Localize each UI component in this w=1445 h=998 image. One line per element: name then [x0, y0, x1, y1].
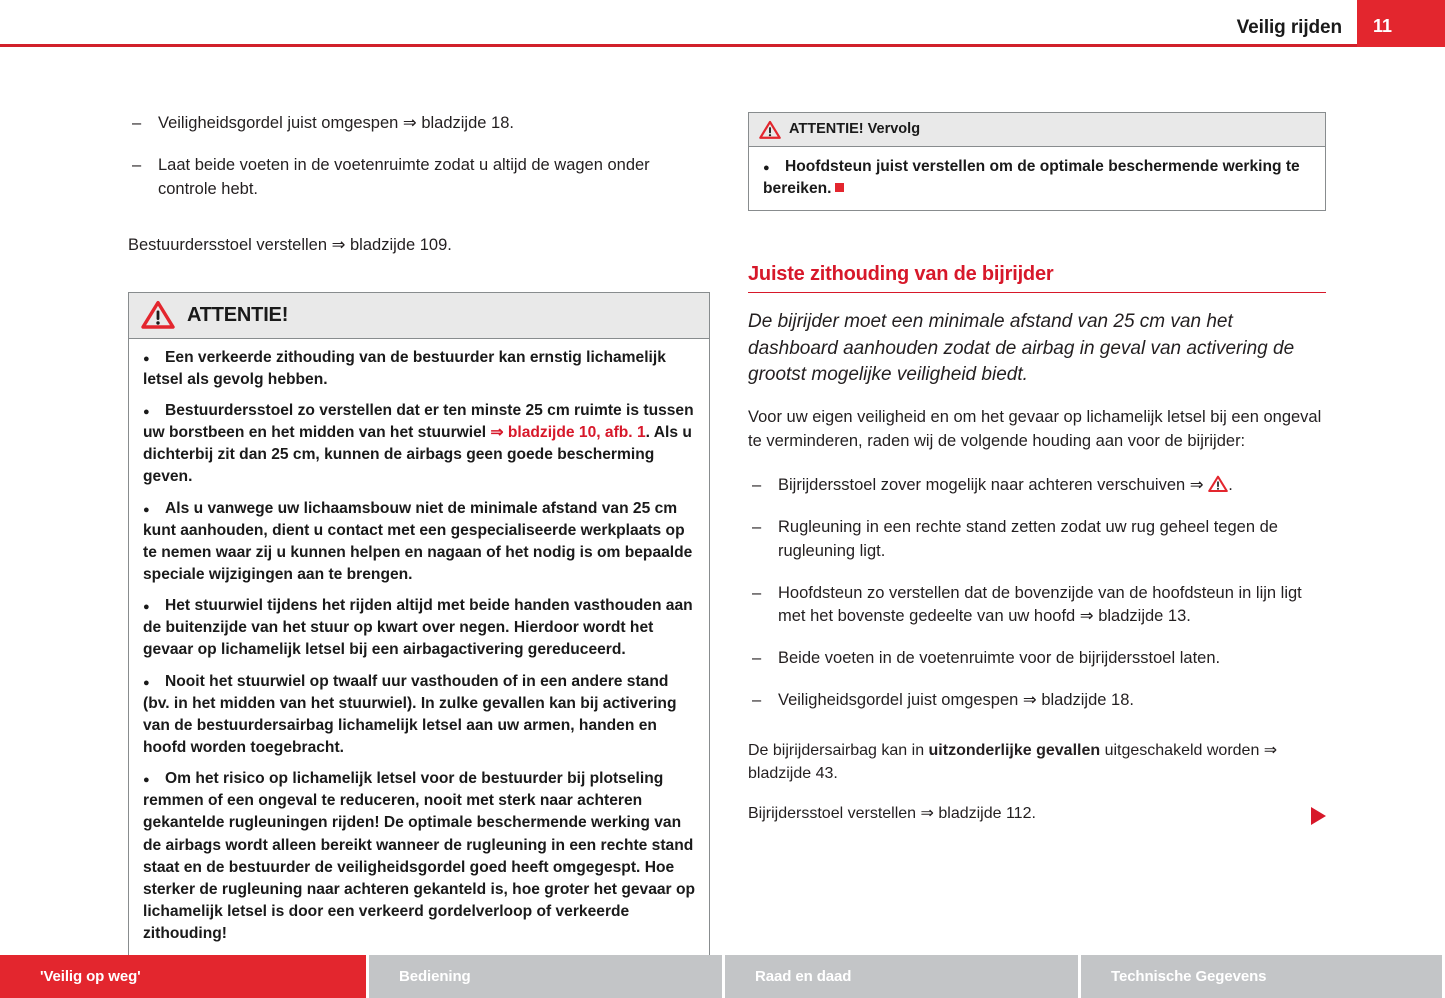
list-item: – Veiligheidsgordel juist omgespen ⇒ bladzijde 18.	[128, 112, 710, 136]
list-item	[748, 474, 1326, 498]
header-rule	[0, 44, 1357, 47]
warning-bullet	[143, 595, 695, 661]
bullet-dot	[143, 671, 165, 692]
page-header	[0, 0, 1445, 47]
bullet-dot	[143, 595, 165, 616]
list-item-text-after: .	[1228, 475, 1233, 494]
bullet-dot	[143, 768, 165, 789]
list-item-text: Bijrijdersstoel zover mogelijk naar achteren verschuiven ⇒	[778, 475, 1209, 494]
lead-paragraph: De bijrijder moet een minimale afstand van 25 cm van het dashboard aanhouden zodat de airbag in geval van activering de grootst mogelijke veiligheid biedt.	[748, 311, 1295, 385]
spacer	[128, 220, 710, 234]
page-number: 11	[1373, 16, 1393, 36]
footer-tab-raad-en-daad[interactable]: Raad en daad	[725, 955, 1081, 998]
bullet-dot	[143, 498, 165, 519]
attention-box-title: ATTENTIE!	[187, 304, 289, 327]
attention-box-body	[129, 339, 709, 960]
left-dash-list	[128, 112, 710, 202]
warning-triangle-icon	[1208, 475, 1228, 493]
warning-bullet-text: Nooit het stuurwiel op twaalf uur vasthouden of in een andere stand (bv. in het midden van het stuurwiel). In zulke gevallen kan bij activering van de bestuurdersairbag lichamelijk letsel aan uw armen, handen en hoofd worden toegebracht.	[143, 672, 677, 756]
airbag-note-emphasis: uitzonderlijke gevallen	[928, 742, 1101, 760]
warning-bullet-text: Een verkeerde zithouding van de bestuurder kan ernstig lichamelijk letsel als gevolg hebben.	[143, 348, 666, 388]
attention-box-header	[129, 293, 709, 339]
warning-bullet-text: Bestuurdersstoel zo verstellen dat er ten minste 25 cm ruimte is tussen uw borstbeen en het midden van het stuurwiel	[143, 401, 694, 442]
warning-bullet	[143, 347, 695, 391]
attention-box	[128, 292, 710, 961]
footer-tab-bediening[interactable]: Bediening	[369, 955, 725, 998]
right-column	[748, 112, 1326, 825]
spacer	[128, 272, 710, 286]
airbag-note-part2: uitgeschakeld worden ⇒ bladzijde 43.	[748, 742, 1278, 783]
bullet-dot	[763, 156, 785, 177]
list-item: – Veiligheidsgordel juist omgespen ⇒ bladzijde 18.	[748, 689, 1326, 713]
warning-triangle-icon	[759, 120, 781, 140]
warning-triangle-icon	[141, 300, 175, 330]
warning-bullet-text: Om het risico op lichamelijk letsel voor de bestuurder bij plotseling remmen of een ongeval te reduceren, nooit met sterk naar achteren gekantelde rugleuningen rijden! De optimale beschermende werking van de airbags wordt alleen bereikt wanneer de rugleuning in een rechte stand staat en de bestuurder de veiligheidsgordel goed heeft omgegespt. Hoe sterker de rugleuning naar achteren gekanteld is, hoe groter het gevaar op lichamelijk letsel is door een verkeerd gordelverloop of verkeerde zithouding!	[143, 770, 696, 943]
right-cross-reference: Bijrijdersstoel verstellen ⇒ bladzijde 112.	[748, 804, 1036, 822]
attention-continued-box	[748, 112, 1326, 211]
airbag-note-part1: De bijrijdersairbag kan in	[748, 742, 929, 760]
warning-bullet-text: Het stuurwiel tijdens het rijden altijd met beide handen vasthouden aan de buitenzijde van het stuur op kwart over negen. Hierdoor wordt het gevaar op lichamelijk letsel bij een airbagactivering gereduceerd.	[143, 597, 693, 659]
attention-continued-body	[749, 147, 1325, 210]
warning-bullet	[143, 768, 695, 945]
right-dash-list	[748, 474, 1326, 713]
list-item: – Rugleuning in een rechte stand zetten zodat uw rug geheel tegen de rugleuning ligt.	[748, 516, 1326, 564]
section-heading: Juiste zithouding van de bijrijder	[748, 263, 1326, 293]
warning-bullet	[143, 671, 695, 760]
warning-bullet-text: Hoofdsteun juist verstellen om de optimale beschermende werking te bereiken.	[763, 158, 1300, 198]
spacer	[748, 731, 1326, 739]
attention-continued-header	[749, 113, 1325, 147]
warning-bullet-text-cont: . Als u dichterbij zit dan 25 cm, kunnen de airbags geen goede bescherming geven.	[143, 424, 692, 486]
footer-tabs	[0, 955, 1445, 998]
page-title: Veilig rijden	[1236, 17, 1342, 38]
cross-reference-link[interactable]: ⇒ bladzijde 10, afb. 1	[490, 424, 646, 442]
list-item: – Beide voeten in de voetenruimte voor de bijrijdersstoel laten.	[748, 647, 1326, 671]
red-square-end-marker	[835, 183, 844, 192]
spacer	[748, 235, 1326, 263]
footer-tab-technische-gegevens[interactable]: Technische Gegevens	[1081, 955, 1442, 998]
list-item: – Laat beide voeten in de voetenruimte zodat u altijd de wagen onder controle hebt.	[128, 154, 710, 202]
right-cross-reference-row	[748, 802, 1326, 825]
warning-bullet	[143, 400, 695, 489]
warning-bullet	[143, 498, 695, 587]
bullet-dot	[143, 347, 165, 368]
airbag-note	[748, 739, 1326, 785]
spacer	[748, 211, 1326, 235]
attention-continued-title: ATTENTIE! Vervolg	[789, 121, 921, 138]
left-column	[128, 112, 710, 960]
warning-bullet-text: Als u vanwege uw lichaamsbouw niet de minimale afstand van 25 cm kunt aanhouden, dient u contact met een gespecialiseerde werkplaats op te nemen waar zij u kunnen helpen en nagaan of het nodig is om bepaalde speciale wijzigingen aan te brengen.	[143, 499, 693, 583]
warning-bullet	[763, 156, 1311, 200]
page-number-badge	[1357, 0, 1445, 47]
play-arrow-icon[interactable]	[1311, 807, 1326, 825]
footer-tab-veilig-op-weg[interactable]: 'Veilig op weg'	[0, 955, 369, 998]
intro-paragraph: Voor uw eigen veiligheid en om het gevaar op lichamelijk letsel bij een ongeval te verminderen, raden wij de volgende houding aan voor de bijrijder:	[748, 407, 1322, 450]
list-item: – Hoofdsteun zo verstellen dat de bovenzijde van de hoofdsteun in lijn ligt met het bovenste gedeelte van uw hoofd ⇒ bladzijde 13.	[748, 582, 1326, 630]
bullet-dot	[143, 400, 165, 421]
left-cross-reference: Bestuurdersstoel verstellen ⇒ bladzijde 109.	[128, 235, 452, 254]
